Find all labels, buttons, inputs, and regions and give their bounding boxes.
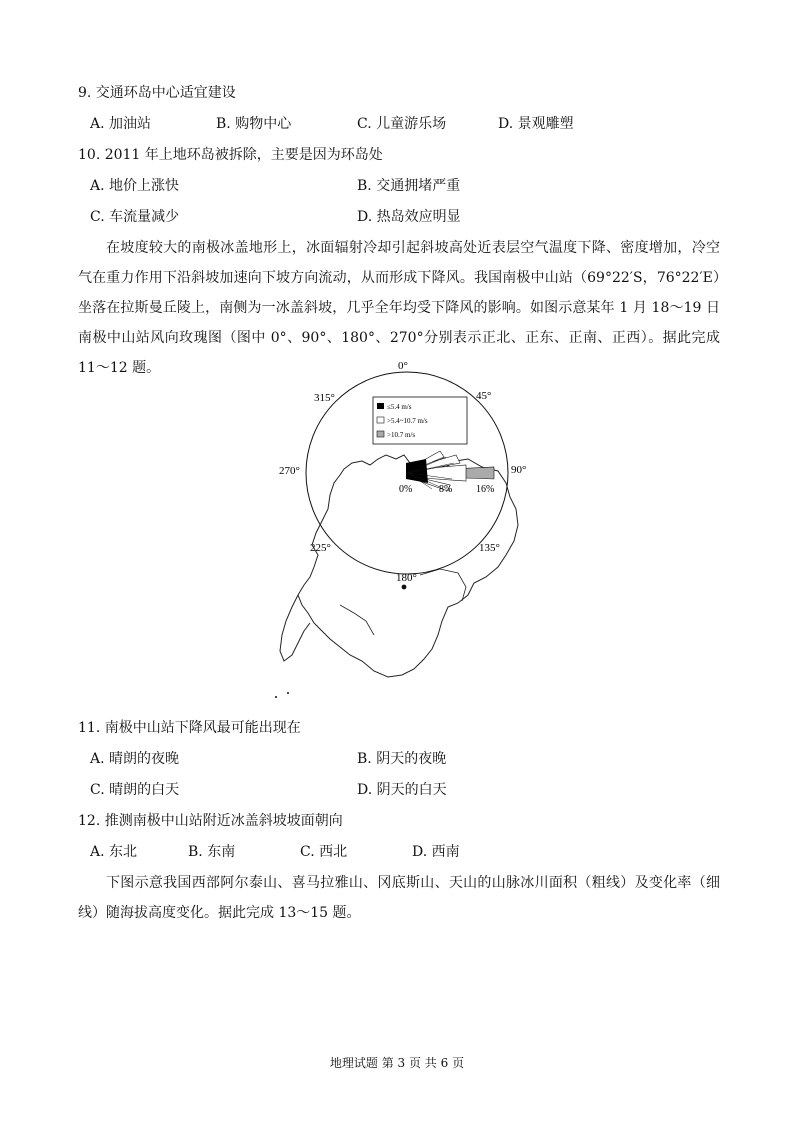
page-footer: 地理试题 第 3 页 共 6 页	[329, 1056, 465, 1070]
legend-swatch-gray	[377, 431, 384, 437]
q10-stem: 10. 2011 年上地环岛被拆除，主要是因为环岛处	[78, 147, 383, 163]
ice-shelf-line	[420, 569, 466, 601]
q11-option-b: B. 阴天的夜晚	[357, 751, 447, 767]
legend-swatch-dark	[377, 403, 384, 409]
q9-option-d: D. 景观雕塑	[498, 116, 574, 132]
dir-label-180: 180°	[396, 572, 417, 584]
q11-option-c: C. 晴朗的白天	[90, 782, 180, 798]
q10-option-c: C. 车流量减少	[90, 209, 180, 225]
legend-label-low: ≤5.4 m/s	[387, 403, 412, 411]
q11-option-a: A. 晴朗的夜晚	[90, 751, 180, 767]
dir-label-225: 225°	[310, 542, 331, 554]
q9-option-b: B. 购物中心	[216, 116, 292, 132]
dir-label-270: 270°	[279, 465, 300, 477]
legend-swatch-white	[377, 417, 384, 423]
q11-stem: 11. 南极中山站下降风最可能出现在	[78, 720, 301, 736]
q10-option-a: A. 地价上涨快	[90, 178, 180, 194]
wind-rose-figure	[270, 355, 530, 700]
dir-label-90: 90°	[511, 464, 527, 476]
antarctic-peninsula	[280, 595, 310, 661]
dir-label-45: 45°	[476, 390, 492, 402]
scale-label-0: 0%	[399, 484, 413, 495]
q12-option-d: D. 西南	[412, 844, 460, 860]
legend-label-high: >10.7 m/s	[387, 431, 416, 439]
legend-label-mid: >5.4~10.7 m/s	[387, 417, 428, 425]
dir-label-315: 315°	[314, 392, 335, 404]
q12-option-b: B. 东南	[188, 844, 236, 860]
q9-option-c: C. 儿童游乐场	[357, 116, 447, 132]
passage-11-12: 在坡度较大的南极冰盖地形上，冰面辐射冷却引起斜坡高处近表层空气温度下降、密度增加，冷空气在重力作用下沿斜坡加速向下坡方向流动，从而形成下降风。我国南极中山站（69°22′S，76°22′E）坐落在拉斯曼丘陵上，南侧为一冰盖斜坡，几乎全年均受下降风的影响。如图示意某年 1 月 18～19 日南极中山站风向玫瑰图（图中 0°、90°、180°、270°分别表示正北、正东、正南、正西）。据此完成 11～12 题。	[78, 240, 720, 376]
q12-option-c: C. 西北	[300, 844, 348, 860]
scale-label-8: 8%	[439, 484, 453, 495]
ice-shelf-line-2	[340, 605, 374, 635]
q12-stem: 12. 推测南极中山站附近冰盖斜坡坡面朝向	[78, 813, 343, 829]
south-pole-dot	[402, 585, 407, 590]
dir-label-0: 0°	[398, 360, 408, 372]
q9-option-a: A. 加油站	[90, 116, 152, 132]
passage-13-15: 下图示意我国西部阿尔泰山、喜马拉雅山、冈底斯山、天山的山脉冰川面积（粗线）及变化率（细线）随海拔高度变化。据此完成 13～15 题。	[78, 875, 720, 921]
island-dot	[275, 696, 277, 698]
q10-option-b: B. 交通拥堵严重	[357, 178, 461, 194]
scale-label-16: 16%	[476, 484, 495, 495]
q10-option-d: D. 热岛效应明显	[357, 209, 461, 225]
q11-option-d: D. 阴天的白天	[357, 782, 447, 798]
island-dot-2	[287, 692, 289, 694]
q12-option-a: A. 东北	[90, 844, 138, 860]
dir-label-135: 135°	[479, 542, 500, 554]
q9-stem: 9. 交通环岛中心适宜建设	[78, 85, 236, 101]
